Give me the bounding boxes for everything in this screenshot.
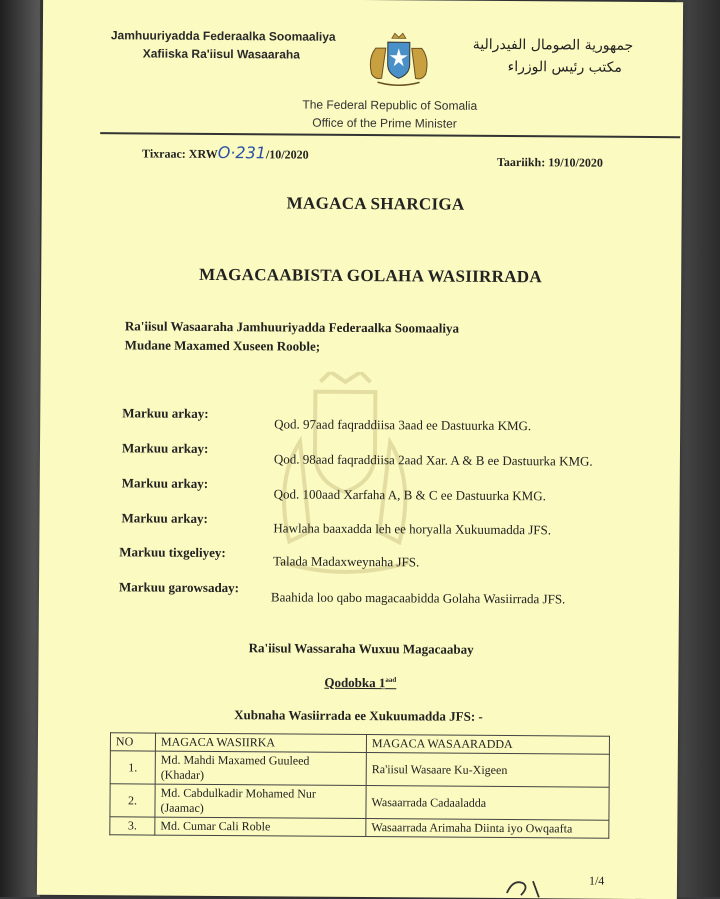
reference-number [142, 142, 309, 162]
column-header-minister: MAGACA WASIIRKA [155, 733, 366, 752]
announcement: Ra'iisul Wassaraha Wuxuu Magacaabay [248, 640, 474, 657]
ministry-name: Wasaarrada Cadaaladda [366, 786, 609, 821]
background-left-edge [0, 0, 40, 897]
clause-label: Markuu arkay: [121, 475, 209, 491]
minister-name-line1: Md. Cumar Cali Roble [160, 818, 271, 834]
clause-label: Markuu arkay: [121, 440, 209, 456]
clause-text: Qod. 98aad faqraddiisa 2aad Xar. A & B ee Dastuurka KMG. [273, 451, 593, 469]
addressee-line1: Ra'iisul Wasaaraha Jamhuuriyadda Federaalka Soomaaliya [124, 318, 460, 336]
ministry-name: Wasaarrada Arimaha Diinta iyo Owqaafta [366, 819, 609, 839]
clause-text: Qod. 97aad faqraddiisa 3aad ee Dastuurka KMG. [274, 416, 532, 434]
document-title: MAGACA SHARCIGA [286, 193, 465, 214]
minister-name [155, 784, 366, 818]
minister-name [155, 751, 366, 785]
clause-label: Markuu arkay: [121, 510, 208, 526]
table-row [110, 751, 609, 787]
somalia-coat-of-arms-icon [358, 28, 440, 89]
header-english-line1: The Federal Republic of Somalia [302, 97, 478, 113]
clause-label: Markuu tixgeliyey: [119, 544, 226, 561]
header-divider [100, 132, 680, 138]
row-number: 2. [110, 784, 155, 817]
document-subtitle: MAGACAABISTA GOLAHA WASIIRRADA [199, 264, 543, 287]
column-header-no: NO [110, 733, 155, 751]
article-superscript: aad [385, 675, 397, 684]
signature-initial-icon [505, 873, 565, 898]
article-heading [324, 675, 396, 692]
column-header-ministry: MAGACA WASAARADDA [366, 735, 609, 755]
clause-label: Markuu garowsaday: [118, 579, 240, 596]
header-english-line2: Office of the Prime Minister [312, 115, 457, 131]
addressee-line2: Mudane Maxamed Xuseen Rooble; [124, 337, 321, 354]
minister-name-line2: (Khadar) [160, 767, 205, 782]
header-somali-line2: Xafiiska Ra'iisul Wasaaraha [142, 46, 300, 62]
header-somali-line1: Jamhuuriyadda Federaalka Soomaaliya [110, 28, 336, 44]
clause-text: Hawlaha baaxadda leh ee horyalla Xukuumadda JFS. [273, 520, 552, 538]
ministers-table [109, 732, 610, 838]
article-label: Qodobka 1 [324, 674, 386, 691]
document-date: Taariikh: 19/10/2020 [496, 154, 603, 170]
table-row [110, 784, 609, 820]
clause-text: Qod. 100aad Xarfaha A, B & C ee Dastuurka KMG. [273, 486, 546, 504]
document-page [37, 0, 683, 899]
table-row [110, 817, 609, 838]
background-right-edge [676, 0, 720, 897]
reference-handwritten: O·231 [217, 142, 267, 163]
header-arabic-line2: مكتب رئيس الوزراء [507, 59, 622, 76]
row-number: 1. [110, 751, 155, 784]
clause-text: Baahida loo qabo magacaabidda Golaha Wasiirrada JFS. [270, 589, 566, 607]
minister-name-line1: Md. Mahdi Maxamed Guuleed [160, 752, 310, 768]
minister-name [155, 817, 366, 836]
reference-label: Tixraac: XRW [142, 146, 218, 161]
members-heading: Xubnaha Wasiirrada ee Xukuumadda JFS: - [234, 707, 483, 724]
row-number: 3. [110, 817, 155, 835]
reference-suffix: /10/2020 [265, 147, 309, 162]
clause-text: Talada Madaxweynaha JFS. [273, 553, 420, 570]
minister-name-line1: Md. Cabdulkadir Mohamed Nur [160, 785, 316, 801]
ministry-name: Ra'iisul Wasaare Ku-Xigeen [366, 753, 609, 788]
page-number: 1/4 [588, 873, 605, 888]
minister-name-line2: (Jaamac) [160, 800, 204, 815]
watermark-emblem-icon [259, 371, 430, 582]
header-arabic-line1: جمهورية الصومال الفيدرالية [472, 36, 634, 54]
clause-label: Markuu arkay: [122, 405, 209, 421]
